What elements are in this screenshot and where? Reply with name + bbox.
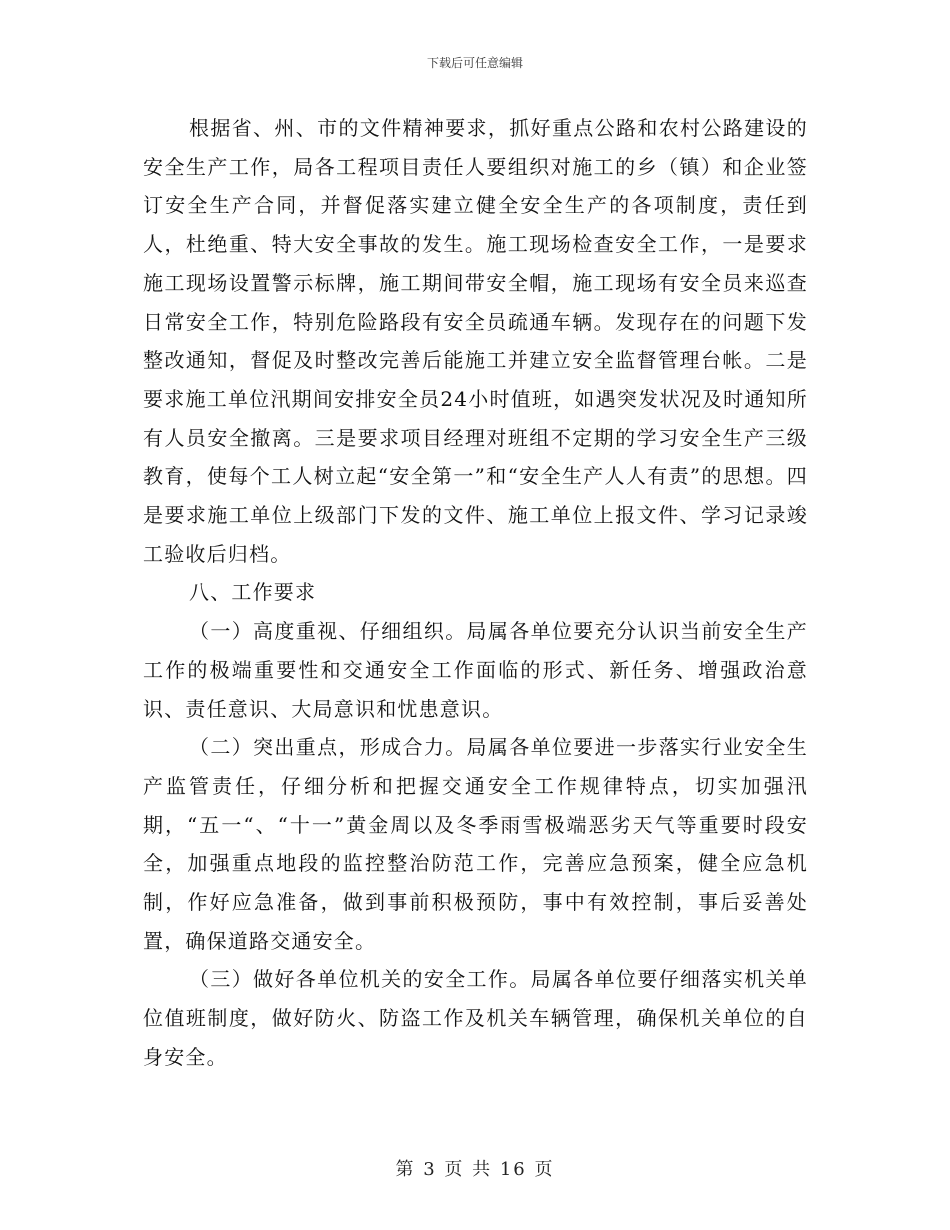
paragraph-requirement-3: （三）做好各单位机关的安全工作。局属各单位要仔细落实机关单位值班制度，做好防火、防盗工作及机关车辆管理，确保机关单位的自身安全。 (143, 967, 808, 1069)
paragraph-safety-production: 根据省、州、市的文件精神要求，抓好重点公路和农村公路建设的安全生产工作，局各工程项目责任人要组织对施工的乡（镇）和企业签订安全生产合同，并督促落实建立健全安全生产的各项制度，责任到人，杜绝重、特大安全事故的发生。施工现场检查安全工作，一是要求施工现场设置警示标牌，施工期间带安全帽，施工现场有安全员来巡查日常安全工作，特别危险路段有安全员疏通车辆。发现存在的问题下发整改通知，督促及时整改完善后能施工并建立安全监督管理台帐。二是要求施工单位汛期间安排安全员24小时值班，如遇突发状况及时通知所有人员安全撤离。三是要求项目经理对班组不定期的学习安全生产三级教育，使每个工人树立起“安全第一”和“安全生产人人有责”的思想。四是要求施工单位上级部门下发的文件、施工单位上报文件、学习记录竣工验收后归档。 (143, 116, 808, 566)
page-number-footer: 第 3 页 共 16 页 (395, 1159, 555, 1180)
document-body (143, 109, 808, 1077)
page-header: 下载后可任意编辑 (426, 56, 523, 70)
section-heading-work-requirements: 八、工作要求 (189, 580, 317, 605)
paragraph-requirement-1: （一）高度重视、仔细组织。局属各单位要充分认识当前安全生产工作的极端重要性和交通安全工作面临的形式、新任务、增强政治意识、责任意识、大局意识和忧患意识。 (143, 619, 808, 721)
paragraph-requirement-2: （二）突出重点，形成合力。局属各单位要进一步落实行业安全生产监管责任，仔细分析和把握交通安全工作规律特点，切实加强汛期，“五一“、“十一”黄金周以及冬季雨雪极端恶劣天气等重要时段安全，加强重点地段的监控整治防范工作，完善应急预案，健全应急机制，作好应急准备，做到事前积极预防，事中有效控制，事后妥善处置，确保道路交通安全。 (143, 735, 808, 953)
